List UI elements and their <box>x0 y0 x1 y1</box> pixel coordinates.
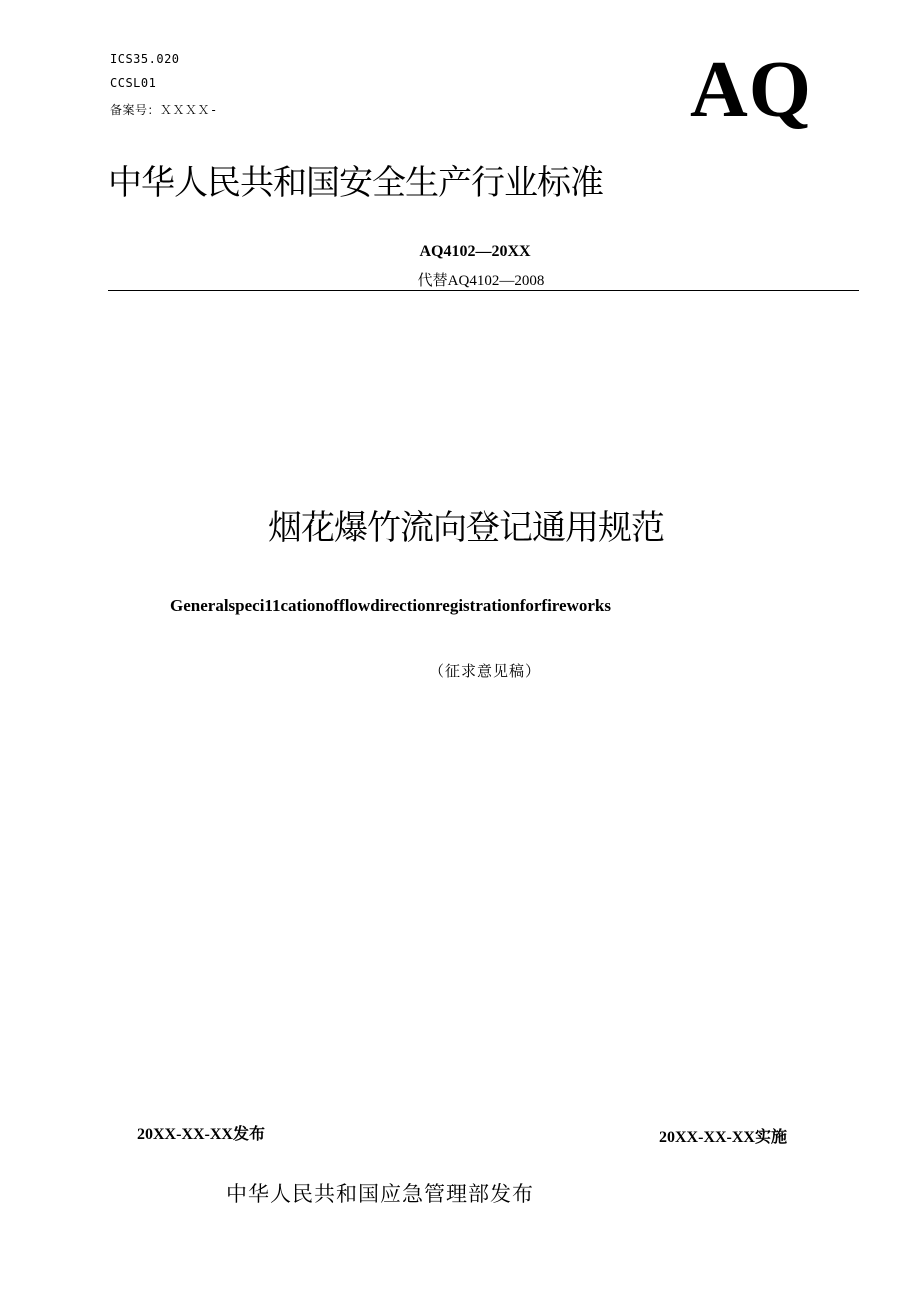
standard-number: AQ4102—20XX <box>419 243 531 260</box>
document-title-en: Generalspeci11cationofflowdirectionregistrationforfireworks <box>170 596 611 615</box>
header-divider <box>108 290 859 291</box>
publish-date: 20XX-XX-XX发布 <box>137 1126 265 1143</box>
standard-category-title: 中华人民共和国安全生产行业标准 <box>108 163 603 203</box>
aq-logo: AQ <box>690 46 812 134</box>
ics-code: ICS35.020 <box>110 52 180 66</box>
document-title-cn: 烟花爆竹流向登记通用规范 <box>268 508 664 548</box>
ccs-code: CCSL01 <box>110 76 157 90</box>
record-number: 备案号：ＸＸＸＸ- <box>110 103 218 117</box>
publisher: 中华人民共和国应急管理部发布 <box>226 1182 534 1206</box>
draft-note: （征求意见稿） <box>428 664 541 680</box>
implement-date: 20XX-XX-XX实施 <box>659 1129 787 1146</box>
replaces-standard: 代替AQ4102—2008 <box>417 273 545 289</box>
